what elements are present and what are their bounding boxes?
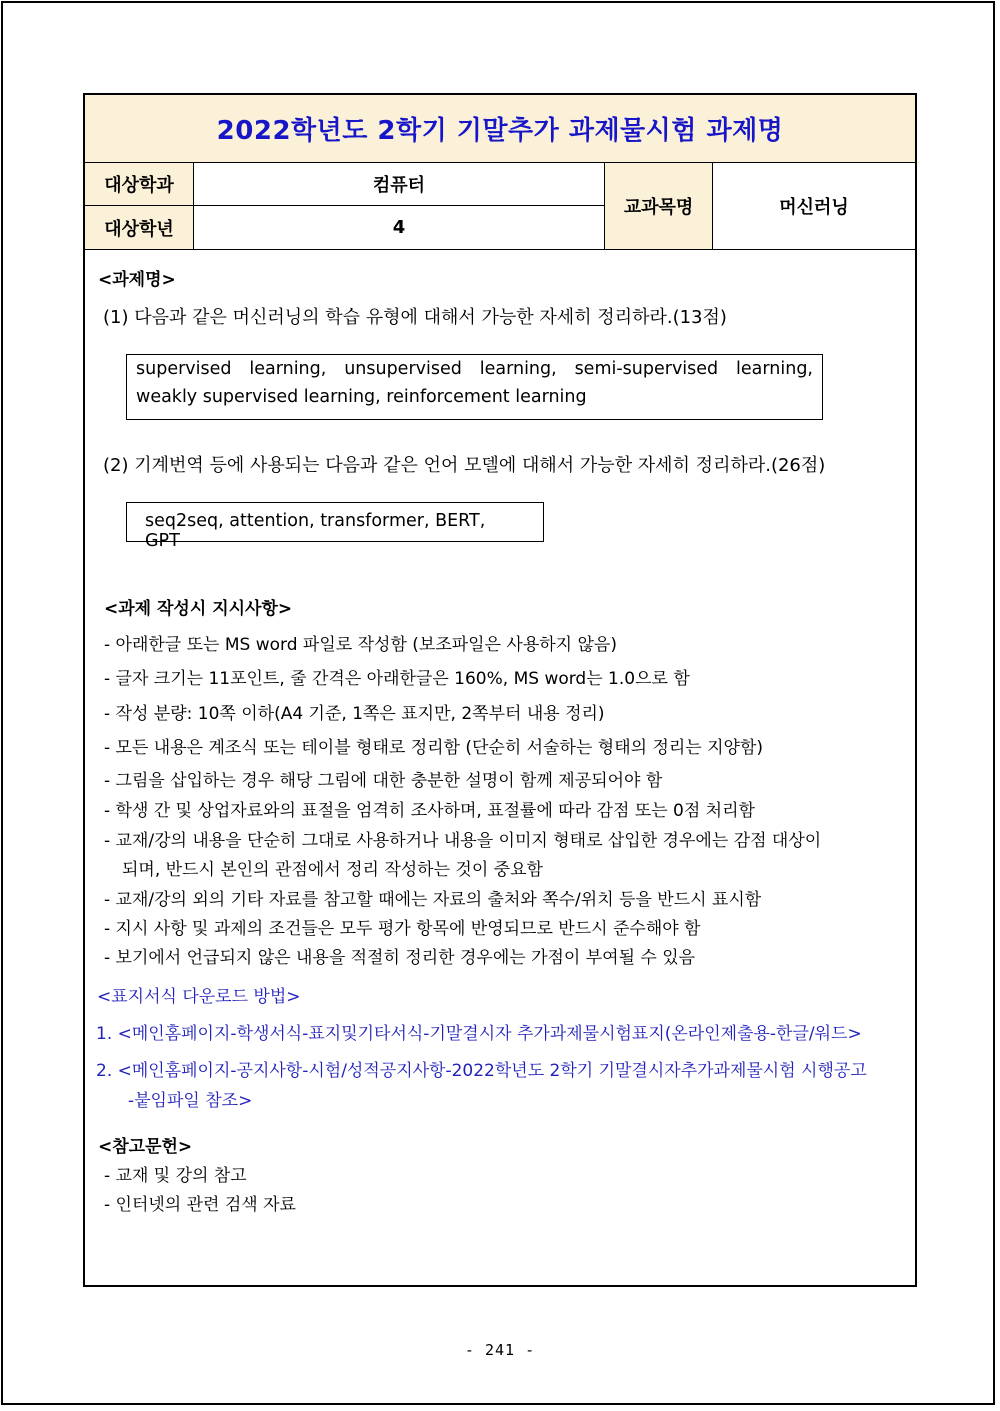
question-2: (2) 기계번역 등에 사용되는 다음과 같은 언어 모델에 대해서 가능한 자세히 정리하라.(26점) — [103, 455, 826, 476]
download-item-2-continued: -붙임파일 참조> — [128, 1091, 253, 1111]
grade-label: 대상학년 — [85, 206, 194, 249]
document-title: 2022학년도 2학기 기말추가 과제물시험 과제명 — [85, 95, 915, 163]
reference-item: - 인터넷의 관련 검색 자료 — [104, 1195, 296, 1215]
instruction-item-continued: 되며, 반드시 본인의 관점에서 정리 작성하는 것이 중요함 — [122, 860, 543, 880]
reference-item: - 교재 및 강의 참고 — [104, 1166, 247, 1186]
q2-keyword-box — [126, 502, 544, 551]
download-heading: <표지서식 다운로드 방법> — [97, 987, 301, 1007]
page-number: - 241 - — [464, 1341, 536, 1359]
instruction-item: - 아래한글 또는 MS word 파일로 작성함 (보조파일은 사용하지 않음) — [104, 635, 617, 655]
instruction-item: - 그림을 삽입하는 경우 해당 그림에 대한 충분한 설명이 함께 제공되어야 함 — [104, 771, 663, 791]
kw-word: unsupervised — [344, 359, 462, 379]
instruction-item: - 교재/강의 내용을 단순히 그대로 사용하거나 내용을 이미지 형태로 삽입한 경우에는 감점 대상이 — [104, 831, 822, 851]
instructions-heading: <과제 작성시 지시사항> — [104, 599, 293, 619]
q1-box-line-2: weakly supervised learning, reinforcement learning — [136, 387, 587, 407]
instruction-item: - 보기에서 언급되지 않은 내용을 적절히 정리한 경우에는 가점이 부여될 수 있음 — [104, 948, 696, 968]
q1-box-line-1 — [136, 359, 813, 379]
kw-word: supervised — [136, 359, 232, 379]
download-item-1: 1. <메인홈페이지-학생서식-표지및기타서식-기말결시자 추가과제물시험표지(온라인제출용-한글/워드> — [96, 1024, 862, 1044]
references-heading: <참고문헌> — [98, 1137, 193, 1157]
instruction-item: - 지시 사항 및 과제의 조건들은 모두 평가 항목에 반영되므로 반드시 준수해야 함 — [104, 919, 701, 939]
instruction-item: - 작성 분량: 10쪽 이하(A4 기준, 1쪽은 표지만, 2쪽부터 내용 정리) — [104, 704, 605, 724]
dept-value: 컴퓨터 — [194, 163, 605, 206]
download-item-2: 2. <메인홈페이지-공지사항-시험/성적공지사항-2022학년도 2학기 기말결시자추가과제물시험 시행공고 — [96, 1061, 867, 1081]
question-1: (1) 다음과 같은 머신러닝의 학습 유형에 대해서 가능한 자세히 정리하라.(13점) — [103, 307, 727, 328]
instruction-item: - 모든 내용은 계조식 또는 테이블 형태로 정리함 (단순히 서술하는 형태의 정리는 지양함) — [104, 738, 764, 758]
assignment-heading: <과제명> — [98, 270, 176, 290]
course-label: 교과목명 — [605, 163, 713, 249]
kw-word: learning, — [249, 359, 327, 379]
course-value: 머신러닝 — [779, 197, 849, 218]
instruction-item: - 글자 크기는 11포인트, 줄 간격은 아래한글은 160%, MS word는 1.0으로 함 — [104, 669, 690, 689]
instruction-item: - 학생 간 및 상업자료와의 표절을 엄격히 조사하며, 표절률에 따라 감점 또는 0점 처리함 — [104, 801, 755, 821]
q2-box-text: seq2seq, attention, transformer, BERT, GPT — [145, 511, 486, 551]
instruction-item: - 교재/강의 외의 기타 자료를 참고할 때에는 자료의 출처와 쪽수/위치 등을 반드시 표시함 — [104, 890, 762, 910]
grade-value: 4 — [194, 206, 605, 249]
info-table — [85, 163, 915, 250]
kw-word: learning, — [736, 359, 813, 379]
kw-word: learning, — [479, 359, 557, 379]
kw-word: semi-supervised — [574, 359, 719, 379]
dept-label: 대상학과 — [85, 163, 194, 206]
q1-keyword-box — [126, 354, 823, 420]
